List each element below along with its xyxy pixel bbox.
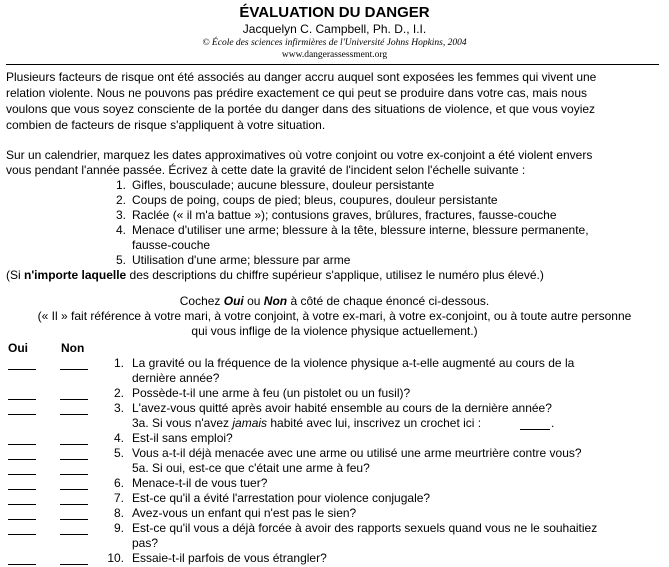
scale-number: 1.	[115, 178, 126, 192]
column-header-oui: Oui	[8, 341, 28, 355]
question-text: La gravité ou la fréquence de la violence physique a-t-elle augmenté au cours de la	[132, 356, 575, 370]
non-answer-blank[interactable]	[60, 459, 88, 460]
non-answer-blank[interactable]	[60, 519, 88, 520]
non-answer-blank[interactable]	[60, 444, 88, 445]
non-answer-blank[interactable]	[60, 504, 88, 505]
author-line: Jacquelyn C. Campbell, Ph. D., I.I.	[242, 22, 427, 36]
oui-answer-blank[interactable]	[8, 519, 36, 520]
question-text: pas?	[132, 536, 159, 550]
question-number: 6.	[113, 476, 124, 490]
oui-answer-blank[interactable]	[8, 444, 36, 445]
non-answer-blank[interactable]	[60, 474, 88, 475]
oui-answer-blank[interactable]	[8, 414, 36, 415]
question-text: Vous a-t-il déjà menacée avec une arme ou utilisé une arme meurtrière contre vous?	[132, 446, 582, 460]
scale-item: Gifles, bousculade; aucune blessure, douleur persistante	[132, 178, 435, 192]
question-text: Est-il sans emploi?	[132, 431, 233, 445]
intro-line: voulons que vous soyez consciente de la portée du danger dans des situations de violence, et que vous voyiez	[6, 102, 596, 116]
oui-answer-blank[interactable]	[8, 459, 36, 460]
non-answer-blank[interactable]	[60, 414, 88, 415]
intro-line: Plusieurs facteurs de risque ont été associés au danger accru auquel sont exposées les femmes qui vivent une	[6, 70, 597, 84]
question-number: 4.	[113, 431, 124, 445]
question-text: Essaie-t-il parfois de vous étrangler?	[132, 551, 327, 565]
scale-item: Menace d'utiliser une arme; blessure à la tête, blessure interne, blessure permanente,	[132, 223, 589, 237]
oui-answer-blank[interactable]	[8, 534, 36, 535]
oui-answer-blank[interactable]	[8, 489, 36, 490]
checkmark-blank[interactable]	[520, 429, 550, 430]
calendar-line: vous pendant l'année passée. Écrivez à cette date la gravité de l'incident selon l'échelle suivante :	[6, 163, 526, 177]
non-answer-blank[interactable]	[60, 399, 88, 400]
question-number: 3.	[113, 401, 124, 415]
question-number: 2.	[113, 386, 124, 400]
instructions-line: Cochez Oui ou Non à côté de chaque énoncé ci-dessous.	[179, 294, 490, 308]
scale-number: 5.	[115, 253, 126, 267]
instructions-line: (« Il » fait référence à votre mari, à votre conjoint, à votre ex-mari, à votre ex-conjoint, ou à toute autre personne	[37, 309, 632, 323]
non-answer-blank[interactable]	[60, 369, 88, 370]
question-text: Est-ce qu'il a évité l'arrestation pour violence conjugale?	[132, 491, 431, 505]
oui-answer-blank[interactable]	[8, 369, 36, 370]
scale-number: 4.	[115, 223, 126, 237]
scale-number: 2.	[115, 193, 126, 207]
scale-note: (Si n'importe laquelle des descriptions du chiffre supérieur s'applique, utilisez le numéro plus élevé.)	[6, 268, 544, 282]
scale-item: Raclée (« il m'a battue »); contusions graves, brûlures, fractures, fausse-couche	[132, 208, 557, 222]
question-number: 5.	[113, 446, 124, 460]
column-header-non: Non	[61, 341, 85, 355]
instructions-line: qui vous inflige de la violence physique actuellement.)	[191, 324, 478, 338]
question-number: 7.	[113, 491, 124, 505]
question-number: 9.	[113, 521, 124, 535]
scale-item: Coups de poing, coups de pied; bleus, coupures, douleur persistante	[132, 193, 498, 207]
intro-line: relation violente. Nous ne pouvons pas prédire exactement ce qui peut se produire dans votre cas, mais nous	[6, 86, 588, 100]
question-number: 10.	[107, 551, 124, 565]
sub-question-text: 5a. Si oui, est-ce que c'était une arme à feu?	[132, 461, 370, 475]
oui-answer-blank[interactable]	[8, 474, 36, 475]
intro-line: combien de facteurs de risque s'appliquent à votre situation.	[6, 118, 326, 132]
question-number: 8.	[113, 506, 124, 520]
header-divider	[6, 64, 659, 65]
question-text: Avez-vous un enfant qui n'est pas le sien?	[132, 506, 357, 520]
non-answer-blank[interactable]	[60, 564, 88, 565]
non-answer-blank[interactable]	[60, 534, 88, 535]
scale-item-continued: fausse-couche	[132, 238, 211, 252]
oui-answer-blank[interactable]	[8, 504, 36, 505]
question-number: 1.	[113, 356, 124, 370]
non-answer-blank[interactable]	[60, 489, 88, 490]
calendar-line: Sur un calendrier, marquez les dates approximatives où votre conjoint ou votre ex-conjoint a été violent envers	[6, 148, 593, 162]
scale-number: 3.	[115, 208, 126, 222]
copyright-line: © École des sciences infirmières de l'Université Johns Hopkins, 2004	[202, 38, 467, 48]
period: .	[551, 416, 555, 430]
question-text: Menace-t-il de vous tuer?	[132, 476, 268, 490]
oui-answer-blank[interactable]	[8, 399, 36, 400]
question-text: dernière année?	[132, 371, 220, 385]
question-text: Possède-t-il une arme à feu (un pistolet ou un fusil)?	[132, 386, 411, 400]
question-text: Est-ce qu'il vous a déjà forcée à avoir des rapports sexuels quand vous ne le souhaitiez	[132, 521, 598, 535]
website-line: www.dangerassessment.org	[281, 50, 388, 60]
question-text: L'avez-vous quitté après avoir habité ensemble au cours de la dernière année?	[132, 401, 552, 415]
page-title: ÉVALUATION DU DANGER	[239, 4, 430, 21]
sub-question-text: 3a. Si vous n'avez jamais habité avec lui, inscrivez un crochet ici :	[132, 416, 482, 430]
oui-answer-blank[interactable]	[8, 564, 36, 565]
scale-item: Utilisation d'une arme; blessure par arme	[132, 253, 351, 267]
